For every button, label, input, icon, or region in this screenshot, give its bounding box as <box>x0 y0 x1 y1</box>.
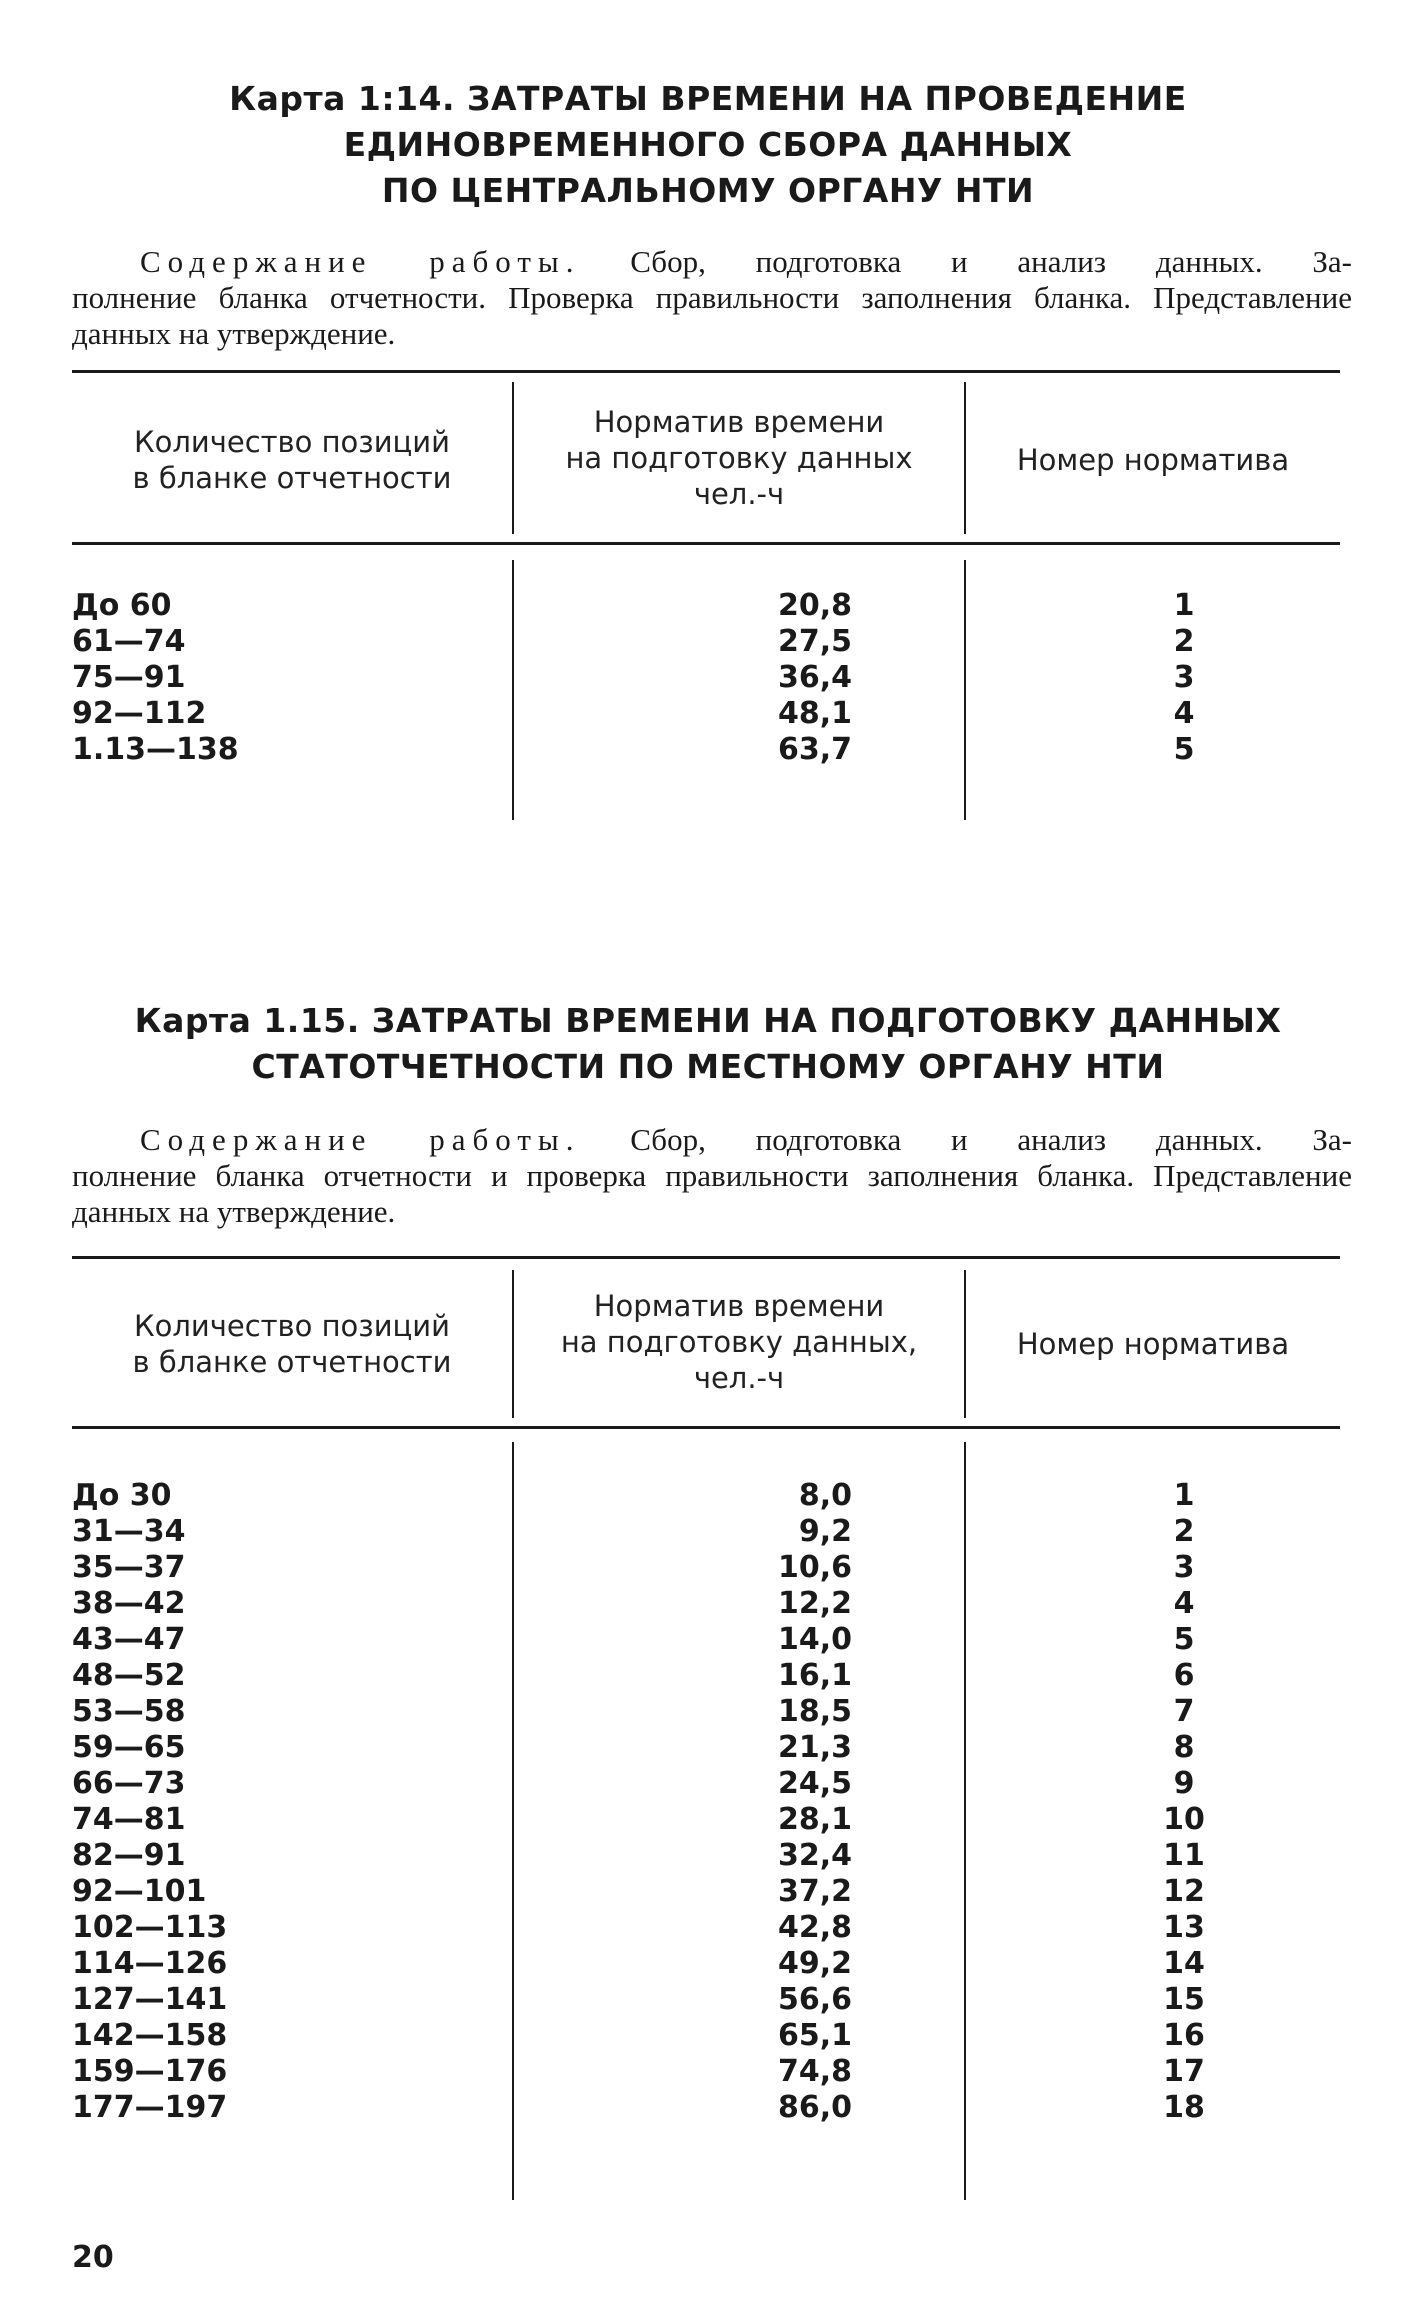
table-body-divider-1 <box>512 560 514 820</box>
table-row-number: 15 <box>1163 1982 1205 2017</box>
card-1-15-content-label: Содержание работы. <box>140 1122 581 1157</box>
table-row-number: 4 <box>1173 1586 1195 1621</box>
card-1-14-title-line-1: Карта 1:14. ЗАТРАТЫ ВРЕМЕНИ НА ПРОВЕДЕНИЕ <box>229 79 1187 118</box>
header-col2-line-1: Норматив времени <box>593 405 885 439</box>
table-header-rule <box>72 1426 1340 1429</box>
table-row-number: 5 <box>1173 1622 1195 1657</box>
card-1-14-title-line-2: ЕДИНОВРЕМЕННОГО СБОРА ДАННЫХ <box>343 125 1073 164</box>
card-1-15-content-first-text: Сбор, подготовка и анализ данных. За- <box>630 1122 1353 1157</box>
table-row-norm: 9,2 <box>798 1514 852 1549</box>
table-row-norm: 86,0 <box>777 2090 852 2125</box>
table-row-range: 75—91 <box>72 660 186 695</box>
table-row-range: 61—74 <box>72 624 186 659</box>
table-row-norm: 56,6 <box>777 1982 852 2017</box>
table-row-range: 114—126 <box>72 1946 228 1981</box>
table-row-number: 6 <box>1173 1658 1195 1693</box>
table-row-number: 16 <box>1163 2018 1205 2053</box>
header-col2-line-3: чел.-ч <box>693 1361 785 1395</box>
card-1-15-title-line-1: Карта 1.15. ЗАТРАТЫ ВРЕМЕНИ НА ПОДГОТОВКУ ДАННЫХ <box>134 1001 1282 1040</box>
table-row-norm: 42,8 <box>777 1910 852 1945</box>
card-1-15-content-rest: полнение бланка отчетности и проверка правильности заполнения бланка. Представление данных на утверждение. <box>72 1158 1352 1229</box>
table-row-norm: 14,0 <box>777 1622 852 1657</box>
header-col2-line-2: на подготовку данных, <box>560 1325 918 1359</box>
header-col2-line-3: чел.-ч <box>693 477 785 511</box>
card-1-15-table <box>72 1256 1340 2200</box>
table-row-range: 48—52 <box>72 1658 186 1693</box>
card-1-14-content-first-text: Сбор, подготовка и анализ данных. За- <box>630 244 1353 279</box>
table-row-range: 92—101 <box>72 1874 207 1909</box>
header-col3-line-1: Номер норматива <box>1016 443 1290 477</box>
card-1-15-norm-column <box>612 1478 852 2126</box>
table-row-number: 18 <box>1163 2090 1205 2125</box>
card-1-15-title-line-2: СТАТОТЧЕТНОСТИ ПО МЕСТНОМУ ОРГАНУ НТИ <box>251 1047 1165 1086</box>
table-row-range: 43—47 <box>72 1622 186 1657</box>
header-quantity-positions <box>72 1308 512 1380</box>
table-header-rule <box>72 542 1340 545</box>
card-1-15-range-column <box>72 1478 472 2126</box>
table-row-number: 10 <box>1163 1802 1205 1837</box>
table-body-divider-2 <box>964 560 966 820</box>
table-row-range: 53—58 <box>72 1694 186 1729</box>
table-row-norm: 12,2 <box>777 1586 852 1621</box>
table-row-range: До 60 <box>72 588 172 623</box>
header-col1-line-2: в бланке отчетности <box>132 1345 452 1379</box>
table-row-number: 2 <box>1173 1514 1195 1549</box>
header-col1-line-1: Количество позиций <box>134 1309 450 1343</box>
table-row-number: 7 <box>1173 1694 1195 1729</box>
table-row-number: 2 <box>1173 624 1195 659</box>
card-1-15-number-column <box>1124 1478 1244 2126</box>
card-1-15-work-content <box>72 1122 1352 1230</box>
table-row-range: 35—37 <box>72 1550 186 1585</box>
table-row-norm: 48,1 <box>777 696 852 731</box>
table-row-number: 1 <box>1173 588 1195 623</box>
card-1-14-title-line-3: ПО ЦЕНТРАЛЬНОМУ ОРГАНУ НТИ <box>381 171 1035 210</box>
table-row-range: 74—81 <box>72 1802 186 1837</box>
table-row-number: 3 <box>1173 660 1195 695</box>
card-1-14-table <box>72 370 1340 820</box>
table-row-norm: 16,1 <box>777 1658 852 1693</box>
card-1-14-content-rest: полнение бланка отчетности. Проверка правильности заполнения бланка. Представление данных на утверждение. <box>72 280 1352 351</box>
table-row-norm: 49,2 <box>777 1946 852 1981</box>
card-1-14-norm-column <box>612 588 852 768</box>
table-row-range: 82—91 <box>72 1838 186 1873</box>
table-row-norm: 8,0 <box>798 1478 852 1513</box>
card-1-14-content-label: Содержание работы. <box>140 244 581 279</box>
table-row-range: 142—158 <box>72 2018 228 2053</box>
card-1-14-work-content <box>72 244 1352 352</box>
table-row-range: 66—73 <box>72 1766 186 1801</box>
header-col1-line-1: Количество позиций <box>134 425 450 459</box>
table-row-norm: 18,5 <box>777 1694 852 1729</box>
card-1-14-range-column <box>72 588 472 768</box>
table-row-norm: 32,4 <box>777 1838 852 1873</box>
table-row-number: 14 <box>1163 1946 1205 1981</box>
table-row-range: 159—176 <box>72 2054 228 2089</box>
table-row-number: 13 <box>1163 1910 1205 1945</box>
table-row-norm: 74,8 <box>777 2054 852 2089</box>
table-row-number: 12 <box>1163 1874 1205 1909</box>
table-row-range: 92—112 <box>72 696 207 731</box>
table-row-range: 1.13—138 <box>72 732 239 767</box>
table-row-number: 17 <box>1163 2054 1205 2089</box>
table-row-number: 9 <box>1173 1766 1195 1801</box>
table-row-number: 3 <box>1173 1550 1195 1585</box>
table-row-number: 4 <box>1173 696 1195 731</box>
table-row-range: До 30 <box>72 1478 172 1513</box>
table-row-number: 11 <box>1163 1838 1205 1873</box>
table-row-range: 102—113 <box>72 1910 228 1945</box>
table-row-norm: 10,6 <box>777 1550 852 1585</box>
card-1-14-content-first-line <box>72 244 1352 280</box>
table-row-range: 31—34 <box>72 1514 186 1549</box>
table-row-range: 59—65 <box>72 1730 186 1765</box>
header-col1-line-2: в бланке отчетности <box>132 461 452 495</box>
header-col3-line-1: Номер норматива <box>1016 1327 1290 1361</box>
table-row-number: 1 <box>1173 1478 1195 1513</box>
table-row-number: 5 <box>1173 732 1195 767</box>
header-time-norm <box>514 404 964 512</box>
header-norm-number <box>966 442 1340 478</box>
card-1-15-content-first-line <box>72 1122 1352 1158</box>
page-number: 20 <box>72 2240 114 2275</box>
table-row-norm: 63,7 <box>777 732 852 767</box>
table-top-rule <box>72 1256 1340 1259</box>
table-row-number: 8 <box>1173 1730 1195 1765</box>
table-row-norm: 65,1 <box>777 2018 852 2053</box>
table-row-norm: 36,4 <box>777 660 852 695</box>
table-top-rule <box>72 370 1340 373</box>
table-row-norm: 27,5 <box>777 624 852 659</box>
table-row-range: 177—197 <box>72 2090 228 2125</box>
header-time-norm <box>514 1288 964 1396</box>
table-row-range: 38—42 <box>72 1586 186 1621</box>
table-row-range: 127—141 <box>72 1982 228 2017</box>
table-row-norm: 24,5 <box>777 1766 852 1801</box>
card-1-14-number-column <box>1124 588 1244 768</box>
table-row-norm: 28,1 <box>777 1802 852 1837</box>
table-row-norm: 21,3 <box>777 1730 852 1765</box>
card-1-15-title <box>60 998 1356 1090</box>
header-col2-line-1: Норматив времени <box>593 1289 885 1323</box>
header-quantity-positions <box>72 424 512 496</box>
table-row-norm: 20,8 <box>777 588 852 623</box>
header-norm-number <box>966 1326 1340 1362</box>
table-row-norm: 37,2 <box>777 1874 852 1909</box>
header-col2-line-2: на подготовку данных <box>565 441 913 475</box>
table-body-divider-1 <box>512 1442 514 2200</box>
table-body-divider-2 <box>964 1442 966 2200</box>
card-1-14-title <box>60 76 1356 214</box>
